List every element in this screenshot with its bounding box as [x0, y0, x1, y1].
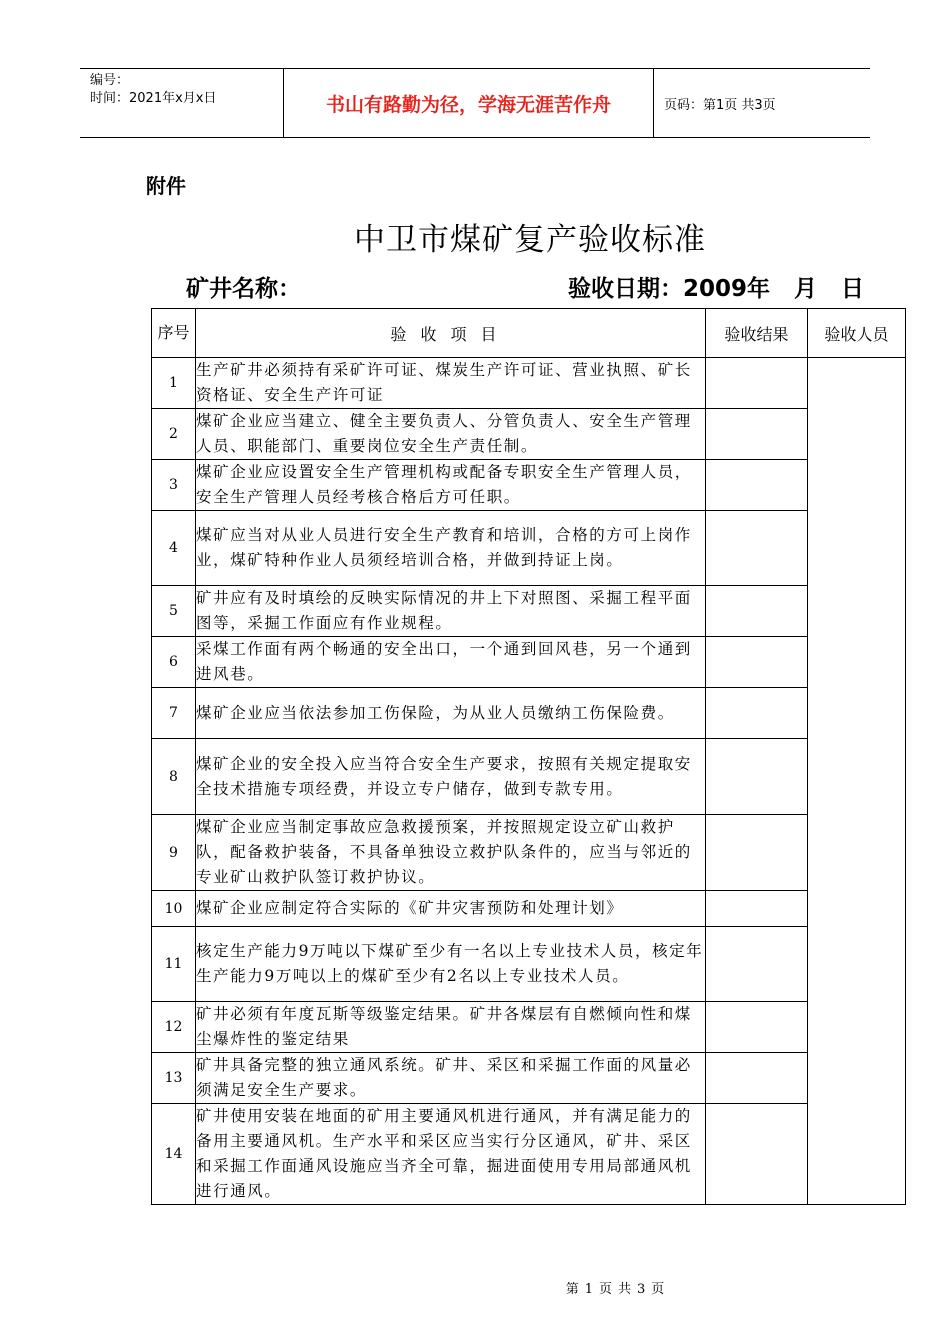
row-seq: 7: [152, 688, 196, 739]
time-label: 时间：2021年x月x日: [90, 91, 217, 106]
row-seq: 11: [152, 927, 196, 1002]
row-item-text: 采煤工作面有两个畅通的安全出口，一个通到回风巷，另一个通到进风巷。: [196, 637, 706, 688]
row-item-text: 煤矿企业应设置安全生产管理机构或配备专职安全生产管理人员，安全生产管理人员经考核合格后方可任职。: [196, 460, 706, 511]
footer-ye: 页: [598, 1282, 612, 1297]
header-item: 验收项目: [196, 309, 706, 358]
check-date-label: 验收日期：2009年 月 日: [568, 276, 865, 302]
row-item-text: 矿井具备完整的独立通风系统。矿井、采区和采掘工作面的风量必须满足安全生产要求。: [196, 1053, 706, 1104]
row-item-text: 生产矿井必须持有采矿许可证、煤炭生产许可证、营业执照、矿长资格证、安全生产许可证: [196, 358, 706, 409]
page-header: [80, 68, 870, 138]
header-seq: 序号: [152, 309, 196, 358]
document-title: 中卫市煤矿复产验收标准: [354, 222, 706, 258]
table-row: [152, 460, 906, 511]
row-item-text: 核定生产能力9万吨以下煤矿至少有一名以上专业技术人员，核定年生产能力9万吨以上的煤矿至少有2名以上专业技术人员。: [196, 927, 706, 1002]
row-seq: 5: [152, 586, 196, 637]
row-item-text: 煤矿企业的安全投入应当符合安全生产要求，按照有关规定提取安全技术措施专项经费，并设立专户储存，做到专款专用。: [196, 739, 706, 815]
table-row: [152, 358, 906, 409]
row-item-text: 煤矿企业应当制定事故应急救援预案，并按照规定设立矿山救护队，配备救护装备，不具备单独设立救护队条件的，应当与邻近的专业矿山救护队签订救护协议。: [196, 815, 706, 891]
table-row: [152, 637, 906, 688]
row-item-text: 矿井使用安装在地面的矿用主要通风机进行通风，并有满足能力的备用主要通风机。生产水平和采区应当实行分区通风，矿井、采区和采掘工作面通风设施应当齐全可靠，掘进面使用专用局部通风机进行通风。: [196, 1104, 706, 1205]
row-item-text: 矿井应有及时填绘的反映实际情况的井上下对照图、采掘工程平面图等，采掘工作面应有作业规程。: [196, 586, 706, 637]
row-seq: 3: [152, 460, 196, 511]
row-seq: 1: [152, 358, 196, 409]
row-seq: 6: [152, 637, 196, 688]
row-result-cell[interactable]: [706, 1104, 808, 1205]
row-result-cell[interactable]: [706, 586, 808, 637]
table-row: [152, 1002, 906, 1053]
footer-gong: 共: [618, 1282, 632, 1297]
row-seq: 8: [152, 739, 196, 815]
attachment-label: 附件: [146, 174, 186, 198]
table-row: [152, 586, 906, 637]
table-header-row: [152, 309, 906, 358]
footer-page: 1: [584, 1282, 593, 1297]
table-body: [152, 358, 906, 1205]
table-row: [152, 927, 906, 1002]
header-inspector: 验收人员: [808, 309, 906, 358]
row-seq: 4: [152, 511, 196, 586]
mine-name-label: 矿井名称：: [186, 276, 301, 302]
table-row: [152, 511, 906, 586]
row-seq: 14: [152, 1104, 196, 1205]
row-seq: 13: [152, 1053, 196, 1104]
header-meta: [80, 69, 283, 137]
header-page-info: 页码：第1页 共3页: [664, 97, 776, 113]
row-result-cell[interactable]: [706, 637, 808, 688]
number-label: 编号：: [90, 73, 130, 88]
header-motto: 书山有路勤为径，学海无涯苦作舟: [283, 69, 654, 137]
row-result-cell[interactable]: [706, 460, 808, 511]
acceptance-standard-table: [151, 308, 906, 1205]
row-seq: 2: [152, 409, 196, 460]
inspector-cell[interactable]: [808, 358, 906, 1205]
row-result-cell[interactable]: [706, 409, 808, 460]
row-result-cell[interactable]: [706, 1053, 808, 1104]
row-seq: 9: [152, 815, 196, 891]
header-result: 验收结果: [706, 309, 808, 358]
footer-ye-2: 页: [651, 1282, 665, 1297]
row-result-cell[interactable]: [706, 688, 808, 739]
row-item-text: 煤矿应当对从业人员进行安全生产教育和培训，合格的方可上岗作业，煤矿特种作业人员须经培训合格，并做到持证上岗。: [196, 511, 706, 586]
row-result-cell[interactable]: [706, 358, 808, 409]
table-row: [152, 891, 906, 927]
page-footer: [0, 1278, 950, 1297]
table-row: [152, 409, 906, 460]
footer-di: 第: [565, 1282, 579, 1297]
row-item-text: 煤矿企业应制定符合实际的《矿井灾害预防和处理计划》: [196, 891, 706, 927]
table-row: [152, 688, 906, 739]
table-row: [152, 1053, 906, 1104]
row-seq: 12: [152, 1002, 196, 1053]
row-result-cell[interactable]: [706, 511, 808, 586]
table-row: [152, 815, 906, 891]
table-row: [152, 1104, 906, 1205]
row-result-cell[interactable]: [706, 739, 808, 815]
footer-total: 3: [637, 1282, 646, 1297]
row-seq: 10: [152, 891, 196, 927]
row-item-text: 矿井必须有年度瓦斯等级鉴定结果。矿井各煤层有自燃倾向性和煤尘爆炸性的鉴定结果: [196, 1002, 706, 1053]
row-item-text: 煤矿企业应当建立、健全主要负责人、分管负责人、安全生产管理人员、职能部门、重要岗位安全生产责任制。: [196, 409, 706, 460]
row-item-text: 煤矿企业应当依法参加工伤保险，为从业人员缴纳工伤保险费。: [196, 688, 706, 739]
row-result-cell[interactable]: [706, 1002, 808, 1053]
row-result-cell[interactable]: [706, 815, 808, 891]
row-result-cell[interactable]: [706, 927, 808, 1002]
table-row: [152, 739, 906, 815]
row-result-cell[interactable]: [706, 891, 808, 927]
